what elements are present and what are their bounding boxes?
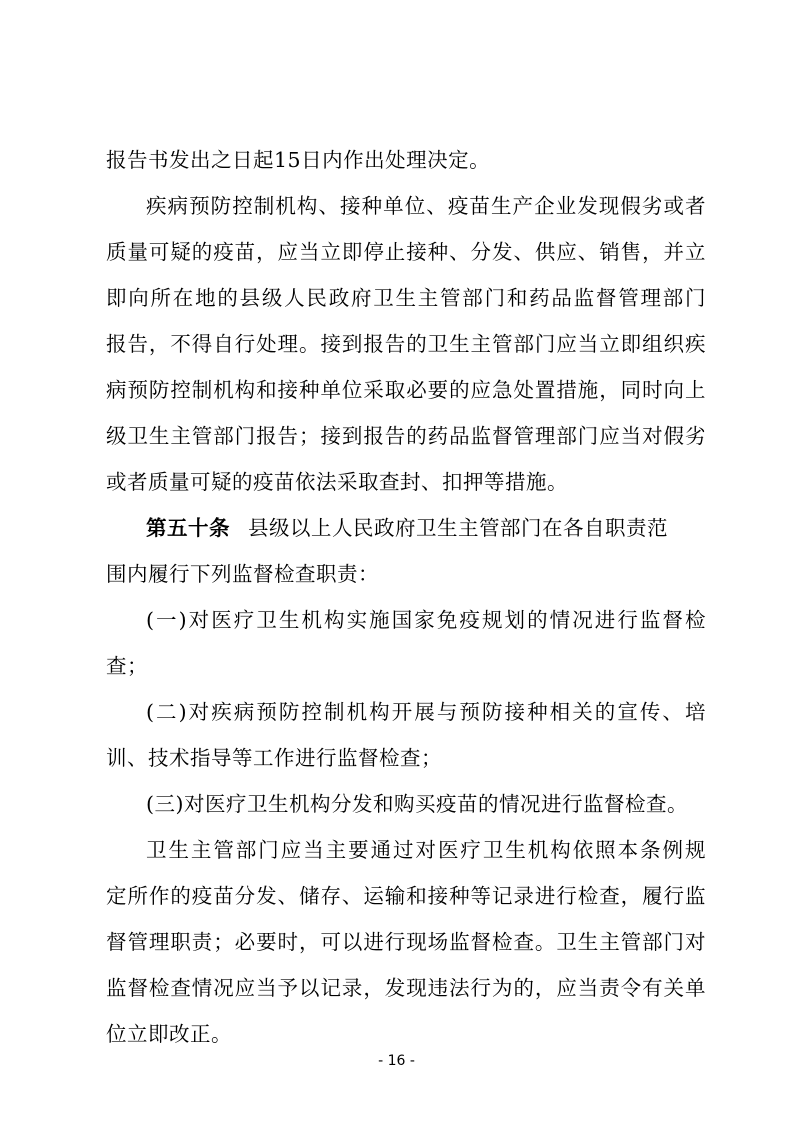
list-item-line: (一)对医疗卫生机构实施国家免疫规划的情况进行监督检: [146, 608, 706, 632]
article-heading: 第五十条: [146, 516, 230, 540]
paragraph-line: 级卫生主管部门报告；接到报告的药品监督管理部门应当对假劣: [106, 424, 706, 448]
paragraph-line: 围内履行下列监督检查职责：: [106, 562, 379, 586]
list-item-line: 查；: [106, 654, 148, 678]
paragraph-line: 监督检查情况应当予以记录，发现违法行为的，应当责令有关单: [106, 976, 706, 1000]
list-item-line: (二)对疾病预防控制机构开展与预防接种相关的宣传、培: [146, 700, 706, 724]
list-item-line: (三)对医疗卫生机构分发和购买疫苗的情况进行监督检查。: [146, 792, 688, 816]
paragraph-line: 定所作的疫苗分发、储存、运输和接种等记录进行检查，履行监: [106, 884, 706, 908]
paragraph-line: 位立即改正。: [106, 1022, 232, 1046]
list-item-line: 训、技术指导等工作进行监督检查；: [106, 746, 442, 770]
page-number: - 16 -: [378, 1053, 415, 1069]
paragraph-line: 或者质量可疑的疫苗依法采取查封、扣押等措施。: [106, 470, 568, 494]
paragraph-line: 督管理职责；必要时，可以进行现场监督检查。卫生主管部门对: [106, 930, 706, 954]
article-text: 县级以上人民政府卫生主管部门在各自职责范: [248, 516, 668, 540]
paragraph-line: 报告书发出之日起15日内作出处理决定。: [106, 148, 491, 172]
paragraph-line: 疾病预防控制机构、接种单位、疫苗生产企业发现假劣或者: [146, 194, 706, 218]
paragraph-line: 病预防控制机构和接种单位采取必要的应急处置措施，同时向上: [106, 378, 706, 402]
paragraph-line: 即向所在地的县级人民政府卫生主管部门和药品监督管理部门: [106, 286, 706, 310]
paragraph-line: 质量可疑的疫苗，应当立即停止接种、分发、供应、销售，并立: [106, 240, 706, 264]
article-line: [146, 515, 706, 541]
paragraph-line: 报告，不得自行处理。接到报告的卫生主管部门应当立即组织疾: [106, 332, 706, 356]
paragraph-line: 卫生主管部门应当主要通过对医疗卫生机构依照本条例规: [146, 838, 706, 862]
